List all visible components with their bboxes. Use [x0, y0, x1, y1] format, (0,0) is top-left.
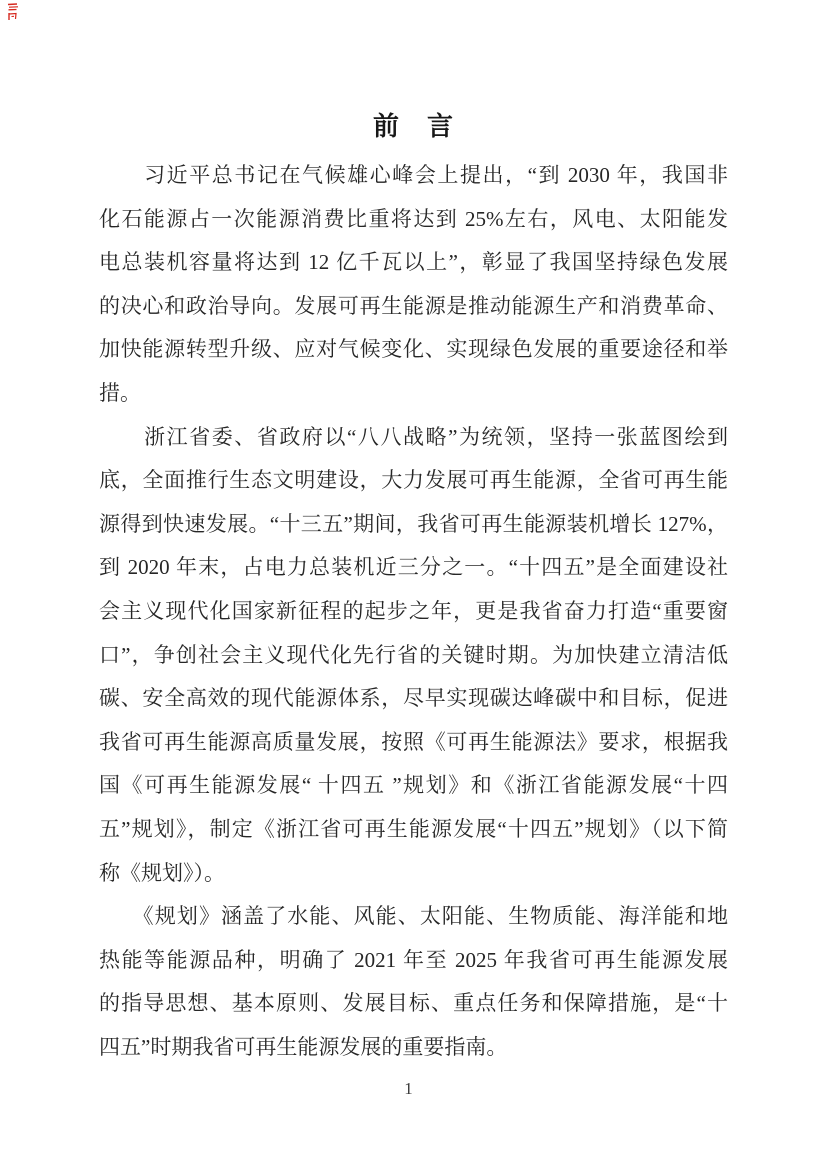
- body-line: 我省可再生能源高质量发展，按照《可再生能源法》要求，根据我: [99, 729, 728, 754]
- body-line: 国《可再生能源发展“ 十四五 ”规划》和《浙江省能源发展“十四: [99, 773, 728, 798]
- body-line: 碳、安全高效的现代能源体系，尽早实现碳达峰碳中和目标，促进: [99, 686, 728, 711]
- body-line: 底，全面推行生态文明建设，大力发展可再生能源，全省可再生能: [99, 468, 728, 493]
- preface-body: [99, 154, 728, 1069]
- page-number: 1: [404, 1079, 413, 1098]
- body-line: 化石能源占一次能源消费比重将达到 25%左右，风电、太阳能发: [99, 206, 728, 231]
- page-title: 前 言: [372, 111, 454, 141]
- body-line: 措。: [99, 380, 141, 405]
- body-line: 源得到快速发展。“十三五”期间，我省可再生能源装机增长 127%，: [99, 511, 728, 536]
- body-line: 热能等能源品种，明确了 2021 年至 2025 年我省可再生能源发展: [99, 947, 728, 972]
- body-line: 口”，争创社会主义现代化先行省的关键时期。为加快建立清洁低: [99, 642, 728, 667]
- body-line: 加快能源转型升级、应对气候变化、实现绿色发展的重要途径和举: [99, 337, 728, 362]
- red-stamp-fragment-top: [7, 3, 19, 11]
- body-line: 习近平总书记在气候雄心峰会上提出，“到 2030 年，我国非: [99, 163, 728, 187]
- body-line: 的指导思想、基本原则、发展目标、重点任务和保障措施，是“十: [99, 991, 728, 1016]
- paragraph-1: [99, 154, 728, 416]
- body-line: 会主义现代化国家新征程的起步之年，更是我省奋力打造“重要窗: [99, 598, 728, 623]
- body-line: 四五”时期我省可再生能源发展的重要指南。: [99, 1034, 508, 1059]
- body-line: 浙江省委、省政府以“八八战略”为统领，坚持一张蓝图绘到: [99, 424, 728, 449]
- body-line: 电总装机容量将达到 12 亿千瓦以上”，彰显了我国坚持绿色发展: [99, 250, 728, 275]
- body-line: 称《规划》）。: [99, 860, 225, 885]
- body-line: 《规划》涵盖了水能、风能、太阳能、生物质能、海洋能和地: [99, 904, 728, 929]
- paragraph-2: [99, 416, 728, 896]
- body-line: 到 2020 年末，占电力总装机近三分之一。“十四五”是全面建设社: [99, 555, 728, 580]
- body-line: 五”规划》，制定《浙江省可再生能源发展“十四五”规划》（以下简: [99, 816, 728, 841]
- page-content: [99, 110, 728, 1069]
- paragraph-3: [99, 895, 728, 1069]
- body-line: 的决心和政治导向。发展可再生能源是推动能源生产和消费革命、: [99, 293, 728, 318]
- red-stamp-fragment-bottom: [7, 12, 18, 21]
